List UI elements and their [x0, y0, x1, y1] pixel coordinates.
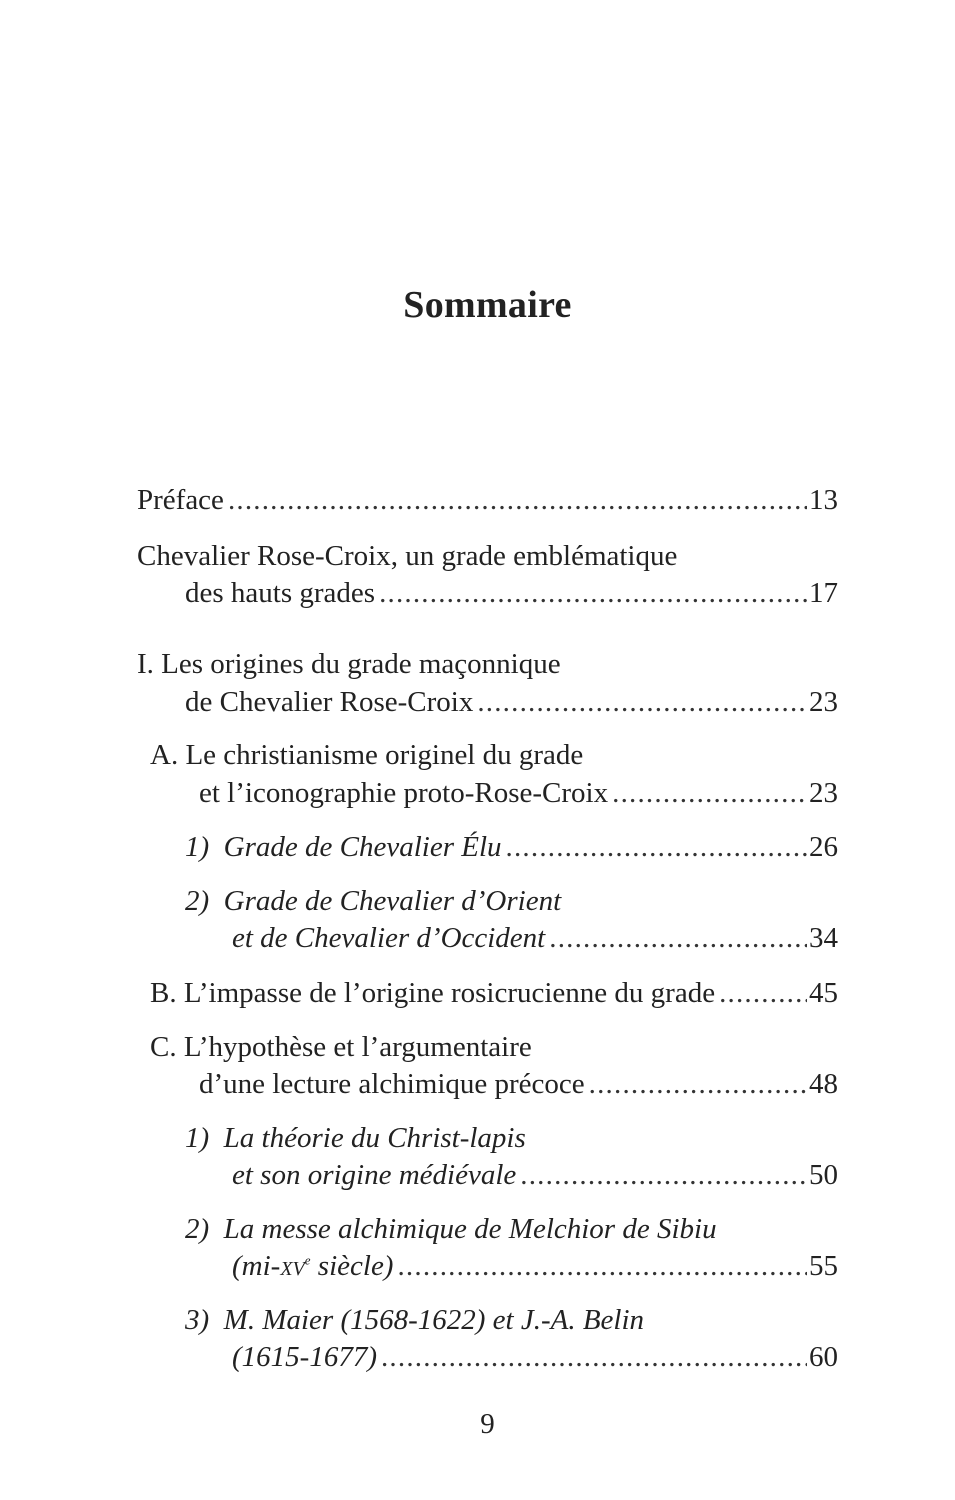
toc-entry-part1[interactable]: [185, 684, 838, 720]
toc-entry-secA-line1[interactable]: [150, 737, 583, 773]
toc-entry-number: 2): [185, 1213, 210, 1245]
toc-entry-secB[interactable]: [150, 975, 838, 1011]
toc-entry-title: d’une lecture alchimique précoce: [199, 1068, 585, 1100]
toc-entry-title: M. Maier (1568-1622) et J.-A. Belin: [223, 1304, 645, 1336]
toc-page-number: 13: [809, 484, 838, 516]
toc-entry-c3-line1[interactable]: [185, 1302, 644, 1338]
toc-page-number: 55: [809, 1250, 838, 1282]
toc-entry-number: 2): [185, 885, 210, 917]
toc-page-number: 60: [809, 1341, 838, 1373]
toc-entry-title: L’hypothèse et l’argumentaire: [183, 1031, 532, 1063]
dot-leader: [520, 1157, 807, 1193]
toc-page-number: 50: [809, 1159, 838, 1191]
toc-entry-chevalier-line1[interactable]: Chevalier Rose-Croix, un grade emblématique: [137, 540, 678, 572]
dot-leader: [381, 1339, 807, 1375]
toc-entry-title: L’impasse de l’origine rosicrucienne du grade: [183, 977, 716, 1009]
toc-entry-a1[interactable]: [185, 829, 838, 865]
toc-entry-c2[interactable]: [232, 1248, 838, 1287]
toc-entry-number: I.: [137, 648, 154, 680]
toc-entry-secA[interactable]: [199, 775, 838, 811]
toc-entry-c3[interactable]: [232, 1339, 838, 1375]
title-part: (mi-: [232, 1250, 281, 1282]
dot-leader: [612, 775, 807, 811]
toc-entry-secC[interactable]: [199, 1066, 838, 1102]
dot-leader: [589, 1066, 807, 1102]
toc-page-number: 17: [809, 577, 838, 609]
toc-entry-title: Le christianisme originel du grade: [185, 739, 584, 771]
toc-entry-number: 1): [185, 831, 210, 863]
toc-entry-title: des hauts grades: [185, 577, 376, 609]
toc-entry-title: et de Chevalier d’Occident: [232, 922, 546, 954]
toc-entry-title: de Chevalier Rose-Croix: [185, 686, 474, 718]
title-part: siècle): [310, 1250, 394, 1282]
toc-entry-title: et l’iconographie proto-Rose-Croix: [199, 777, 609, 809]
toc-page-number: 26: [809, 831, 838, 863]
toc-entry-title: Préface: [137, 484, 224, 516]
dot-leader: [719, 975, 807, 1011]
toc-page-number: 23: [809, 777, 838, 809]
toc-entry-number: B.: [150, 977, 177, 1009]
dot-leader: [228, 482, 807, 518]
toc-entry-number: 3): [185, 1304, 210, 1336]
toc-entry-title: Grade de Chevalier d’Orient: [223, 885, 562, 917]
toc-page-number: 34: [809, 922, 838, 954]
toc-page-number: 45: [809, 977, 838, 1009]
toc-entry-c2-line1[interactable]: [185, 1211, 717, 1247]
dot-leader: [397, 1248, 807, 1284]
toc-entry-title: La théorie du Christ-lapis: [223, 1122, 526, 1154]
dot-leader: [379, 575, 807, 611]
toc-entry-chevalier[interactable]: [185, 575, 838, 611]
dot-leader: [549, 920, 807, 956]
toc-entry-c1-line1[interactable]: [185, 1120, 526, 1156]
superscript: e: [304, 1252, 311, 1268]
toc-entry-title: La messe alchimique de Melchior de Sibiu: [223, 1213, 717, 1245]
toc-entry-number: A.: [150, 739, 179, 771]
toc-entry-part1-line1[interactable]: [137, 646, 561, 682]
toc-entry-a2[interactable]: [232, 920, 838, 956]
toc-page-number: 48: [809, 1068, 838, 1100]
toc-entry-number: C.: [150, 1031, 177, 1063]
toc-entry-title: [232, 1248, 393, 1287]
dot-leader: [506, 829, 807, 865]
toc-entry-c1[interactable]: [232, 1157, 838, 1193]
toc-entry-title: Grade de Chevalier Élu: [223, 831, 502, 863]
dot-leader: [477, 684, 807, 720]
toc-entry-preface[interactable]: [137, 482, 838, 518]
toc-entry-a2-line1[interactable]: [185, 883, 561, 919]
page-number: 9: [480, 1408, 495, 1440]
page-title: Sommaire: [403, 284, 572, 326]
toc-entry-title: et son origine médiévale: [232, 1159, 517, 1191]
toc-entry-secC-line1[interactable]: [150, 1029, 532, 1065]
century-numeral: XV: [280, 1258, 305, 1280]
toc-page-number: 23: [809, 686, 838, 718]
toc-entry-title: (1615-1677): [232, 1341, 377, 1373]
toc-entry-number: 1): [185, 1122, 210, 1154]
toc-entry-title: Les origines du grade maçonnique: [161, 648, 561, 680]
